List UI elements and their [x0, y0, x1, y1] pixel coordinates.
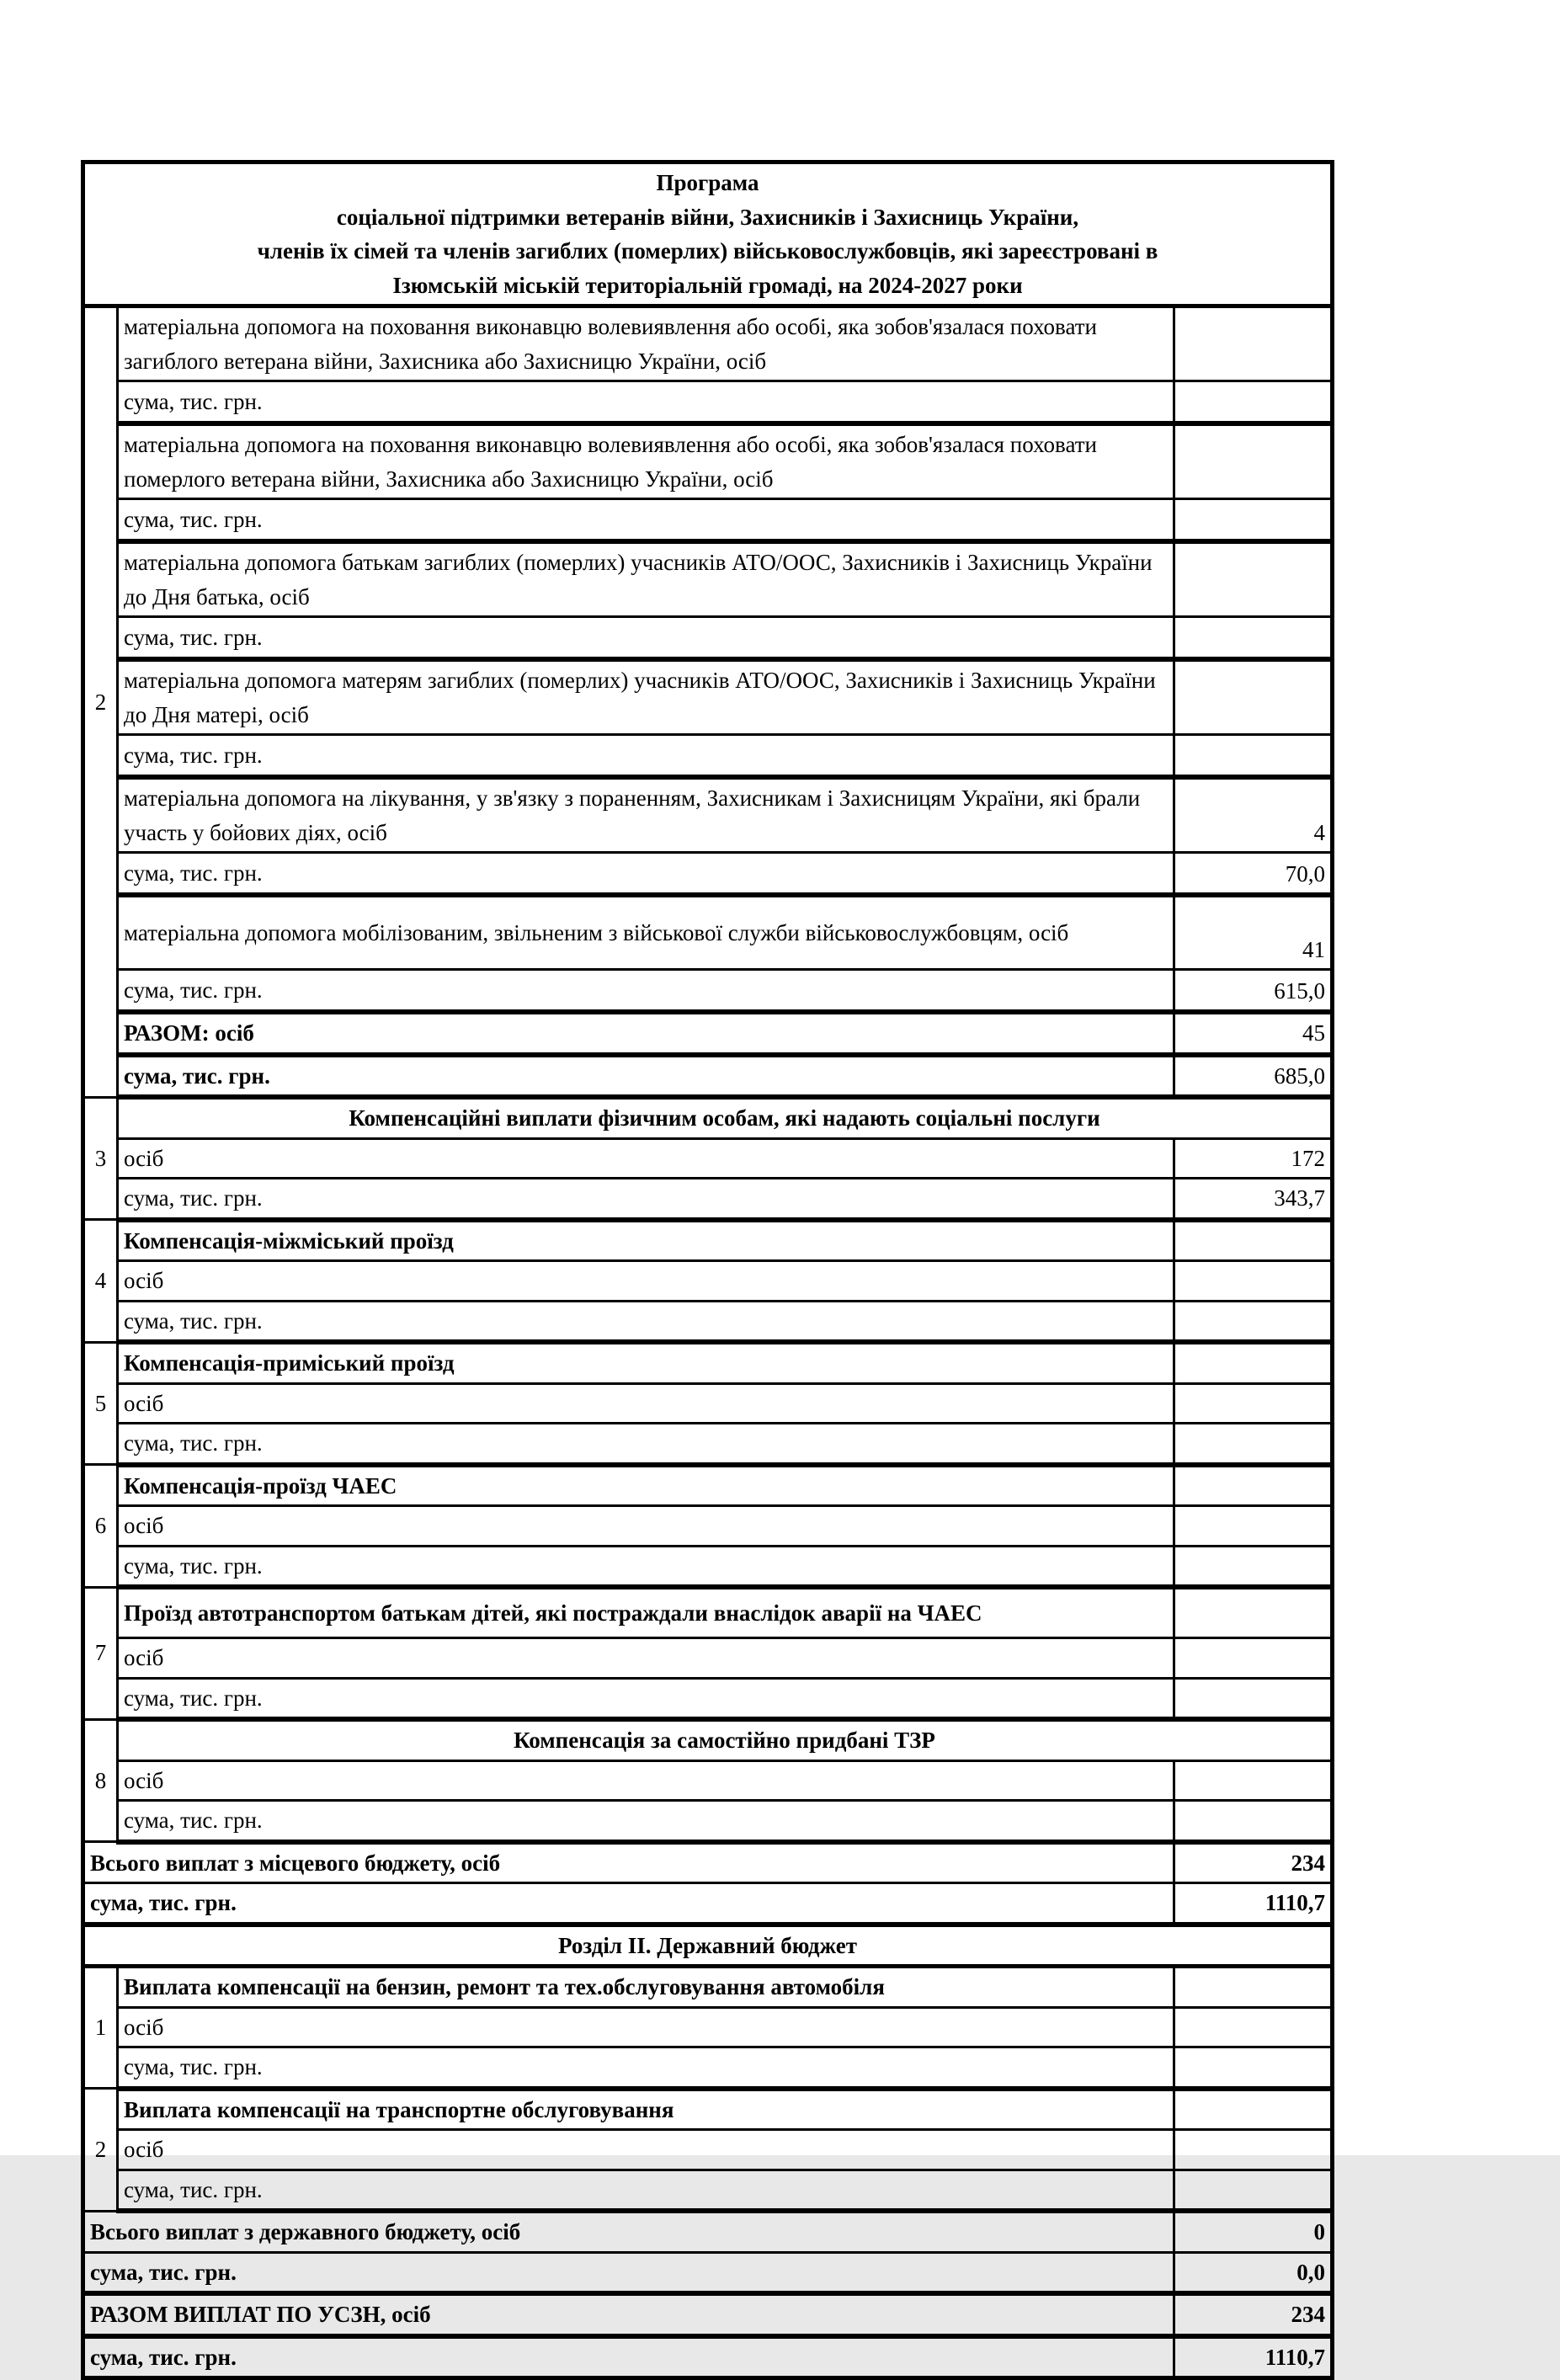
row-label: сума, тис. грн. [118, 1301, 1174, 1342]
table-row [83, 1261, 1333, 1302]
table-row [83, 541, 1333, 617]
row-number: 1 [83, 1967, 118, 2089]
program-table [81, 160, 1334, 2380]
total-label: Всього виплат з місцевого бюджету, осіб [83, 1842, 1174, 1883]
doc-title-line-2: соціальної підтримки ветеранів війни, Захисників і Захисниць України, [336, 204, 1079, 230]
table-row [83, 2007, 1333, 2047]
row-number: 3 [83, 1097, 118, 1220]
row-value [1174, 1587, 1333, 1638]
row-value [1174, 1801, 1333, 1842]
table-row [83, 1179, 1333, 1220]
table-row [83, 2089, 1333, 2130]
table-row [83, 499, 1333, 542]
row-value: 172 [1174, 1138, 1333, 1179]
group-header: Компенсаційні виплати фізичним особам, які надають соціальні послуги [118, 1097, 1333, 1138]
row-label: сума, тис. грн. [118, 970, 1174, 1013]
row-label: матеріальна допомога на поховання виконавцю волевиявлення або особі, яка зобов'язалася поховати загиблого ветерана війни, Захисника або Захисницю України, осіб [118, 306, 1174, 381]
row-value [1174, 1220, 1333, 1261]
row-value [1174, 423, 1333, 499]
row-value: 685,0 [1174, 1055, 1333, 1098]
row-value: 4 [1174, 777, 1333, 853]
row-value [1174, 1760, 1333, 1801]
row-value: 45 [1174, 1012, 1333, 1055]
row-label: сума, тис. грн. [118, 381, 1174, 424]
row-label: сума, тис. грн. [118, 2170, 1174, 2211]
total-value: 0 [1174, 2211, 1333, 2252]
group-header: Виплата компенсації на бензин, ремонт та тех.обслуговування автомобіля [118, 1967, 1174, 2008]
section-header: Розділ ІІ. Державний бюджет [83, 1925, 1333, 1967]
table-row [83, 423, 1333, 499]
table-row [83, 1638, 1333, 1679]
table-row [83, 2130, 1333, 2170]
total-label: сума, тис. грн. [83, 2252, 1174, 2293]
table-row [83, 895, 1333, 970]
group-header: Компенсація-приміський проїзд [118, 1342, 1174, 1383]
row-label: осіб [118, 1506, 1174, 1547]
row-value [1174, 1424, 1333, 1465]
table-row [83, 1801, 1333, 1842]
table-row [83, 1587, 1333, 1638]
total-value: 1110,7 [1174, 2336, 1333, 2378]
row-label: осіб [118, 1261, 1174, 1302]
row-label: сума, тис. грн. [118, 499, 1174, 542]
document-sheet [81, 160, 1330, 2380]
table-row [83, 2170, 1333, 2211]
total-label: Всього виплат з державного бюджету, осіб [83, 2211, 1174, 2252]
row-label: матеріальна допомога батькам загиблих (померлих) учасників АТО/ООС, Захисників і Захисниць України до Дня батька, осіб [118, 541, 1174, 617]
row-value [1174, 1678, 1333, 1719]
table-row [83, 1925, 1333, 1967]
row-value [1174, 1342, 1333, 1383]
table-row [83, 162, 1333, 306]
total-value: 234 [1174, 1842, 1333, 1883]
group-header: Проїзд автотранспортом батькам дітей, які постраждали внаслідок аварії на ЧАЕС [118, 1587, 1174, 1638]
table-row [83, 1301, 1333, 1342]
table-row [83, 1967, 1333, 2008]
table-row [83, 970, 1333, 1013]
row-label: сума, тис. грн. [118, 1055, 1174, 1098]
row-value [1174, 1261, 1333, 1302]
row-value: 41 [1174, 895, 1333, 970]
row-number: 8 [83, 1719, 118, 1842]
table-row [83, 1220, 1333, 1261]
row-value [1174, 1301, 1333, 1342]
row-label: осіб [118, 1383, 1174, 1424]
row-value [1174, 1967, 1333, 2008]
table-row [83, 2293, 1333, 2336]
table-row [83, 306, 1333, 381]
table-row [83, 777, 1333, 853]
row-value [1174, 735, 1333, 778]
table-row [83, 1424, 1333, 1465]
row-label: сума, тис. грн. [118, 735, 1174, 778]
table-row [83, 735, 1333, 778]
row-value [1174, 381, 1333, 424]
row-label: осіб [118, 1638, 1174, 1679]
row-number: 4 [83, 1220, 118, 1343]
row-label: сума, тис. грн. [118, 1678, 1174, 1719]
total-label: сума, тис. грн. [83, 1883, 1174, 1925]
row-value [1174, 2130, 1333, 2170]
row-value: 615,0 [1174, 970, 1333, 1013]
group-header: Компенсація за самостійно придбані ТЗР [118, 1719, 1333, 1760]
table-row [83, 1546, 1333, 1587]
document-title [83, 162, 1333, 306]
row-label: осіб [118, 2007, 1174, 2047]
row-label: сума, тис. грн. [118, 2047, 1174, 2089]
row-value: 343,7 [1174, 1179, 1333, 1220]
row-value [1174, 617, 1333, 660]
table-row [83, 1883, 1333, 1925]
row-label: сума, тис. грн. [118, 1179, 1174, 1220]
total-value: 0,0 [1174, 2252, 1333, 2293]
table-row [83, 1012, 1333, 1055]
table-row [83, 1138, 1333, 1179]
table-row [83, 1760, 1333, 1801]
table-row [83, 659, 1333, 735]
row-label: матеріальна допомога мобілізованим, звільненим з військової служби військовослужбовцям, осіб [118, 895, 1174, 970]
row-value [1174, 499, 1333, 542]
group-header: Компенсація-проїзд ЧАЕС [118, 1465, 1174, 1506]
row-label: сума, тис. грн. [118, 1801, 1174, 1842]
doc-title-line-1: Програма [656, 170, 759, 195]
row-value: 70,0 [1174, 853, 1333, 896]
row-label: осіб [118, 2130, 1174, 2170]
row-label: осіб [118, 1760, 1174, 1801]
total-label: сума, тис. грн. [83, 2336, 1174, 2378]
row-label: сума, тис. грн. [118, 1546, 1174, 1587]
row-value [1174, 1383, 1333, 1424]
table-row [83, 1097, 1333, 1138]
row-label: матеріальна допомога матерям загиблих (померлих) учасників АТО/ООС, Захисників і Захисниць України до Дня матері, осіб [118, 659, 1174, 735]
table-row [83, 1678, 1333, 1719]
group-header: Виплата компенсації на транспортне обслуговування [118, 2089, 1174, 2130]
row-label: матеріальна допомога на лікування, у зв'язку з пораненням, Захисникам і Захисницям України, які брали участь у бойових діях, осіб [118, 777, 1174, 853]
row-value [1174, 659, 1333, 735]
table-row [83, 381, 1333, 424]
table-row [83, 1465, 1333, 1506]
row-value [1174, 1638, 1333, 1679]
total-value: 234 [1174, 2293, 1333, 2336]
table-row [83, 2252, 1333, 2293]
row-value [1174, 2170, 1333, 2211]
table-row [83, 1055, 1333, 1098]
row-label: осіб [118, 1138, 1174, 1179]
doc-title-line-4: Ізюмській міській територіальній громаді, на 2024-2027 роки [392, 272, 1023, 298]
row-value [1174, 2047, 1333, 2089]
row-value [1174, 541, 1333, 617]
row-label: сума, тис. грн. [118, 617, 1174, 660]
group-header: Компенсація-міжміський проїзд [118, 1220, 1174, 1261]
total-label: РАЗОМ ВИПЛАТ ПО УСЗН, осіб [83, 2293, 1174, 2336]
row-number: 6 [83, 1465, 118, 1588]
row-number: 2 [83, 2089, 118, 2212]
row-label: РАЗОМ: осіб [118, 1012, 1174, 1055]
row-value [1174, 306, 1333, 381]
row-value [1174, 2007, 1333, 2047]
table-row [83, 2047, 1333, 2089]
row-value [1174, 1506, 1333, 1547]
row-value [1174, 2089, 1333, 2130]
table-row [83, 2336, 1333, 2378]
row-value [1174, 1465, 1333, 1506]
doc-title-line-3: членів їх сімей та членів загиблих (померлих) військовослужбовців, які зареєстровані в [257, 238, 1158, 264]
table-row [83, 617, 1333, 660]
table-row [83, 1719, 1333, 1760]
row-number: 2 [83, 306, 118, 1098]
row-value [1174, 1546, 1333, 1587]
table-row [83, 1506, 1333, 1547]
row-label: сума, тис. грн. [118, 853, 1174, 896]
table-row [83, 2211, 1333, 2252]
table-row [83, 1383, 1333, 1424]
table-row [83, 1342, 1333, 1383]
row-number: 7 [83, 1587, 118, 1719]
table-row [83, 853, 1333, 896]
row-number: 5 [83, 1342, 118, 1465]
table-row [83, 1842, 1333, 1883]
total-value: 1110,7 [1174, 1883, 1333, 1925]
row-label: матеріальна допомога на поховання виконавцю волевиявлення або особі, яка зобов'язалася поховати померлого ветерана війни, Захисника або Захисницю України, осіб [118, 423, 1174, 499]
row-label: сума, тис. грн. [118, 1424, 1174, 1465]
